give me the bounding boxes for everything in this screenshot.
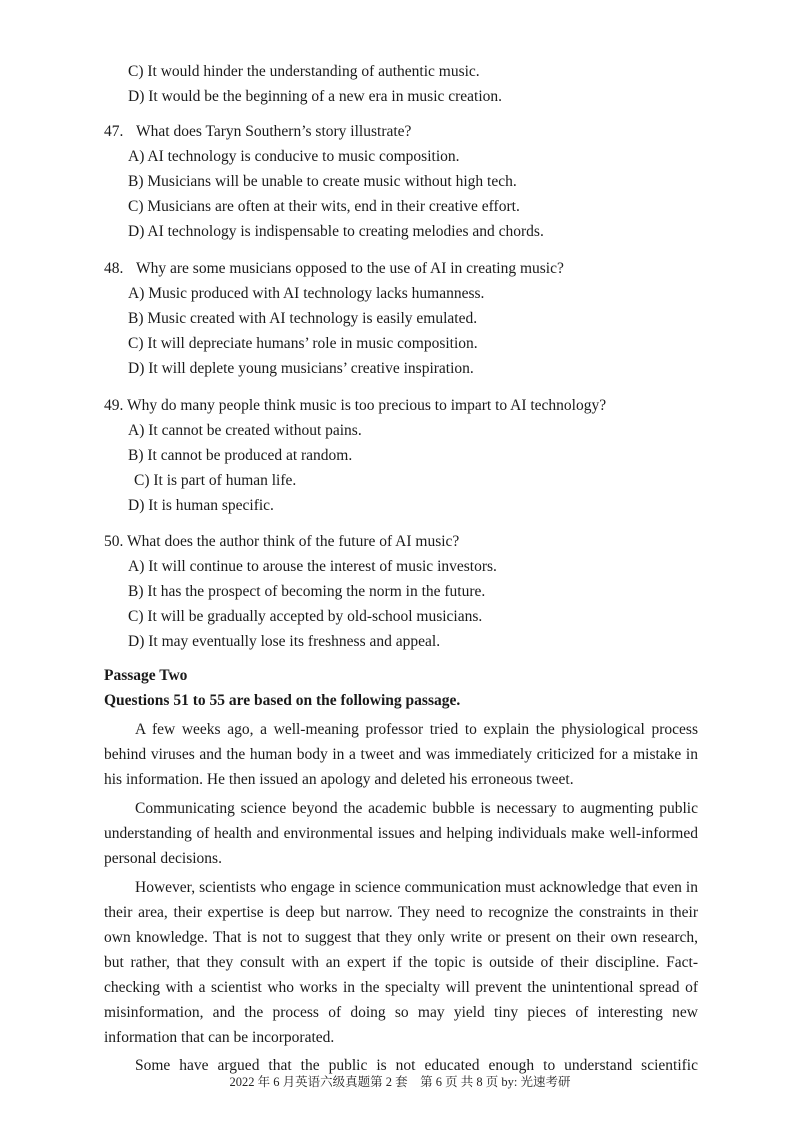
option-text: It would hinder the understanding of authentic music.: [147, 63, 480, 80]
option-letter: D): [128, 223, 145, 240]
option-text: It may eventually lose its freshness and appeal.: [148, 633, 441, 650]
option-text: It has the prospect of becoming the norm in the future.: [147, 583, 486, 600]
option-letter: C): [128, 198, 144, 215]
option-letter: C): [128, 608, 144, 625]
option-text: It is part of human life.: [153, 472, 297, 489]
passage-paragraph-4: Some have argued that the public is not educated enough to understand scientific: [135, 1057, 698, 1074]
question-number: 50.: [104, 533, 124, 550]
option-49-d: [128, 496, 274, 516]
passage-paragraph-3: However, scientists who engage in science communication must acknowledge that even in their area, their expertise is deep but narrow. They need to recognize the constraints in their own knowledge. That is not to suggest that they only write or present on their own research, but rather, that they consult with an expert if the topic is outside of their discipline. Fact-checking with a scientist who works in the specialty will prevent the unintentional spread of misinformation, and the process of doing so may yield tiny pieces of interesting new information that can be incorporated.: [104, 879, 698, 1046]
option-text: It will continue to arouse the interest of music investors.: [148, 558, 497, 575]
option-50-c: [128, 607, 482, 627]
passage-paragraph-1: A few weeks ago, a well-meaning professor tried to explain the physiological process behind viruses and the human body in a tweet and was immediately criticized for a mistake in his information. He then issued an apology and deleted his erroneous tweet.: [104, 721, 698, 788]
option-letter: B): [128, 173, 144, 190]
option-letter: D): [128, 360, 145, 377]
option-text: It cannot be created without pains.: [148, 422, 362, 439]
option-49-c: [134, 471, 296, 491]
option-letter: A): [128, 558, 145, 575]
option-46-c: [128, 62, 480, 82]
question-48: [104, 259, 564, 279]
question-text: Why are some musicians opposed to the use of AI in creating music?: [136, 260, 564, 277]
option-47-c: [128, 197, 520, 217]
option-letter: C): [128, 63, 144, 80]
option-letter: B): [128, 583, 144, 600]
option-letter: D): [128, 88, 145, 105]
option-48-a: [128, 284, 484, 304]
question-number: 47.: [104, 123, 124, 140]
option-letter: B): [128, 447, 144, 464]
option-letter: D): [128, 633, 145, 650]
option-48-c: [128, 334, 478, 354]
question-text: What does the author think of the future of AI music?: [127, 533, 460, 550]
option-letter: A): [128, 285, 145, 302]
option-text: It cannot be produced at random.: [147, 447, 353, 464]
question-49: [104, 396, 606, 416]
question-number: 48.: [104, 260, 124, 277]
option-letter: C): [134, 472, 150, 489]
option-50-d: [128, 632, 440, 652]
option-text: Musicians are often at their wits, end in their creative effort.: [147, 198, 520, 215]
option-letter: B): [128, 310, 144, 327]
option-text: Musicians will be unable to create music without high tech.: [147, 173, 517, 190]
option-text: It would be the beginning of a new era in music creation.: [148, 88, 503, 105]
option-49-b: [128, 446, 352, 466]
question-text: Why do many people think music is too precious to impart to AI technology?: [127, 397, 607, 414]
option-letter: A): [128, 148, 145, 165]
option-text: AI technology is indispensable to creating melodies and chords.: [147, 223, 544, 240]
passage-paragraph-2: Communicating science beyond the academic bubble is necessary to augmenting public understanding of health and environmental issues and helping individuals make well-informed personal decisions.: [104, 800, 698, 867]
option-48-b: [128, 309, 477, 329]
question-47: [104, 122, 411, 142]
option-text: It will depreciate humans’ role in music composition.: [147, 335, 478, 352]
option-letter: C): [128, 335, 144, 352]
option-text: Music produced with AI technology lacks humanness.: [148, 285, 485, 302]
passage-instruction: Questions 51 to 55 are based on the following passage.: [104, 692, 461, 709]
option-46-d: [128, 87, 502, 107]
option-text: Music created with AI technology is easily emulated.: [147, 310, 478, 327]
option-50-a: [128, 557, 497, 577]
question-text: What does Taryn Southern’s story illustrate?: [136, 123, 412, 140]
question-number: 49.: [104, 397, 124, 414]
option-50-b: [128, 582, 485, 602]
question-50: [104, 532, 459, 552]
option-letter: D): [128, 497, 145, 514]
passage-heading: Passage Two: [104, 667, 188, 684]
option-47-d: [128, 222, 544, 242]
option-47-a: [128, 147, 460, 167]
option-text: It will deplete young musicians’ creative inspiration.: [148, 360, 474, 377]
option-49-a: [128, 421, 362, 441]
option-47-b: [128, 172, 517, 192]
option-text: It will be gradually accepted by old-school musicians.: [147, 608, 483, 625]
option-48-d: [128, 359, 474, 379]
page-footer: 2022 年 6 月英语六级真题第 2 套 第 6 页 共 8 页 by: 光速考研: [229, 1075, 571, 1089]
option-text: It is human specific.: [148, 497, 274, 514]
option-text: AI technology is conducive to music composition.: [147, 148, 460, 165]
option-letter: A): [128, 422, 145, 439]
